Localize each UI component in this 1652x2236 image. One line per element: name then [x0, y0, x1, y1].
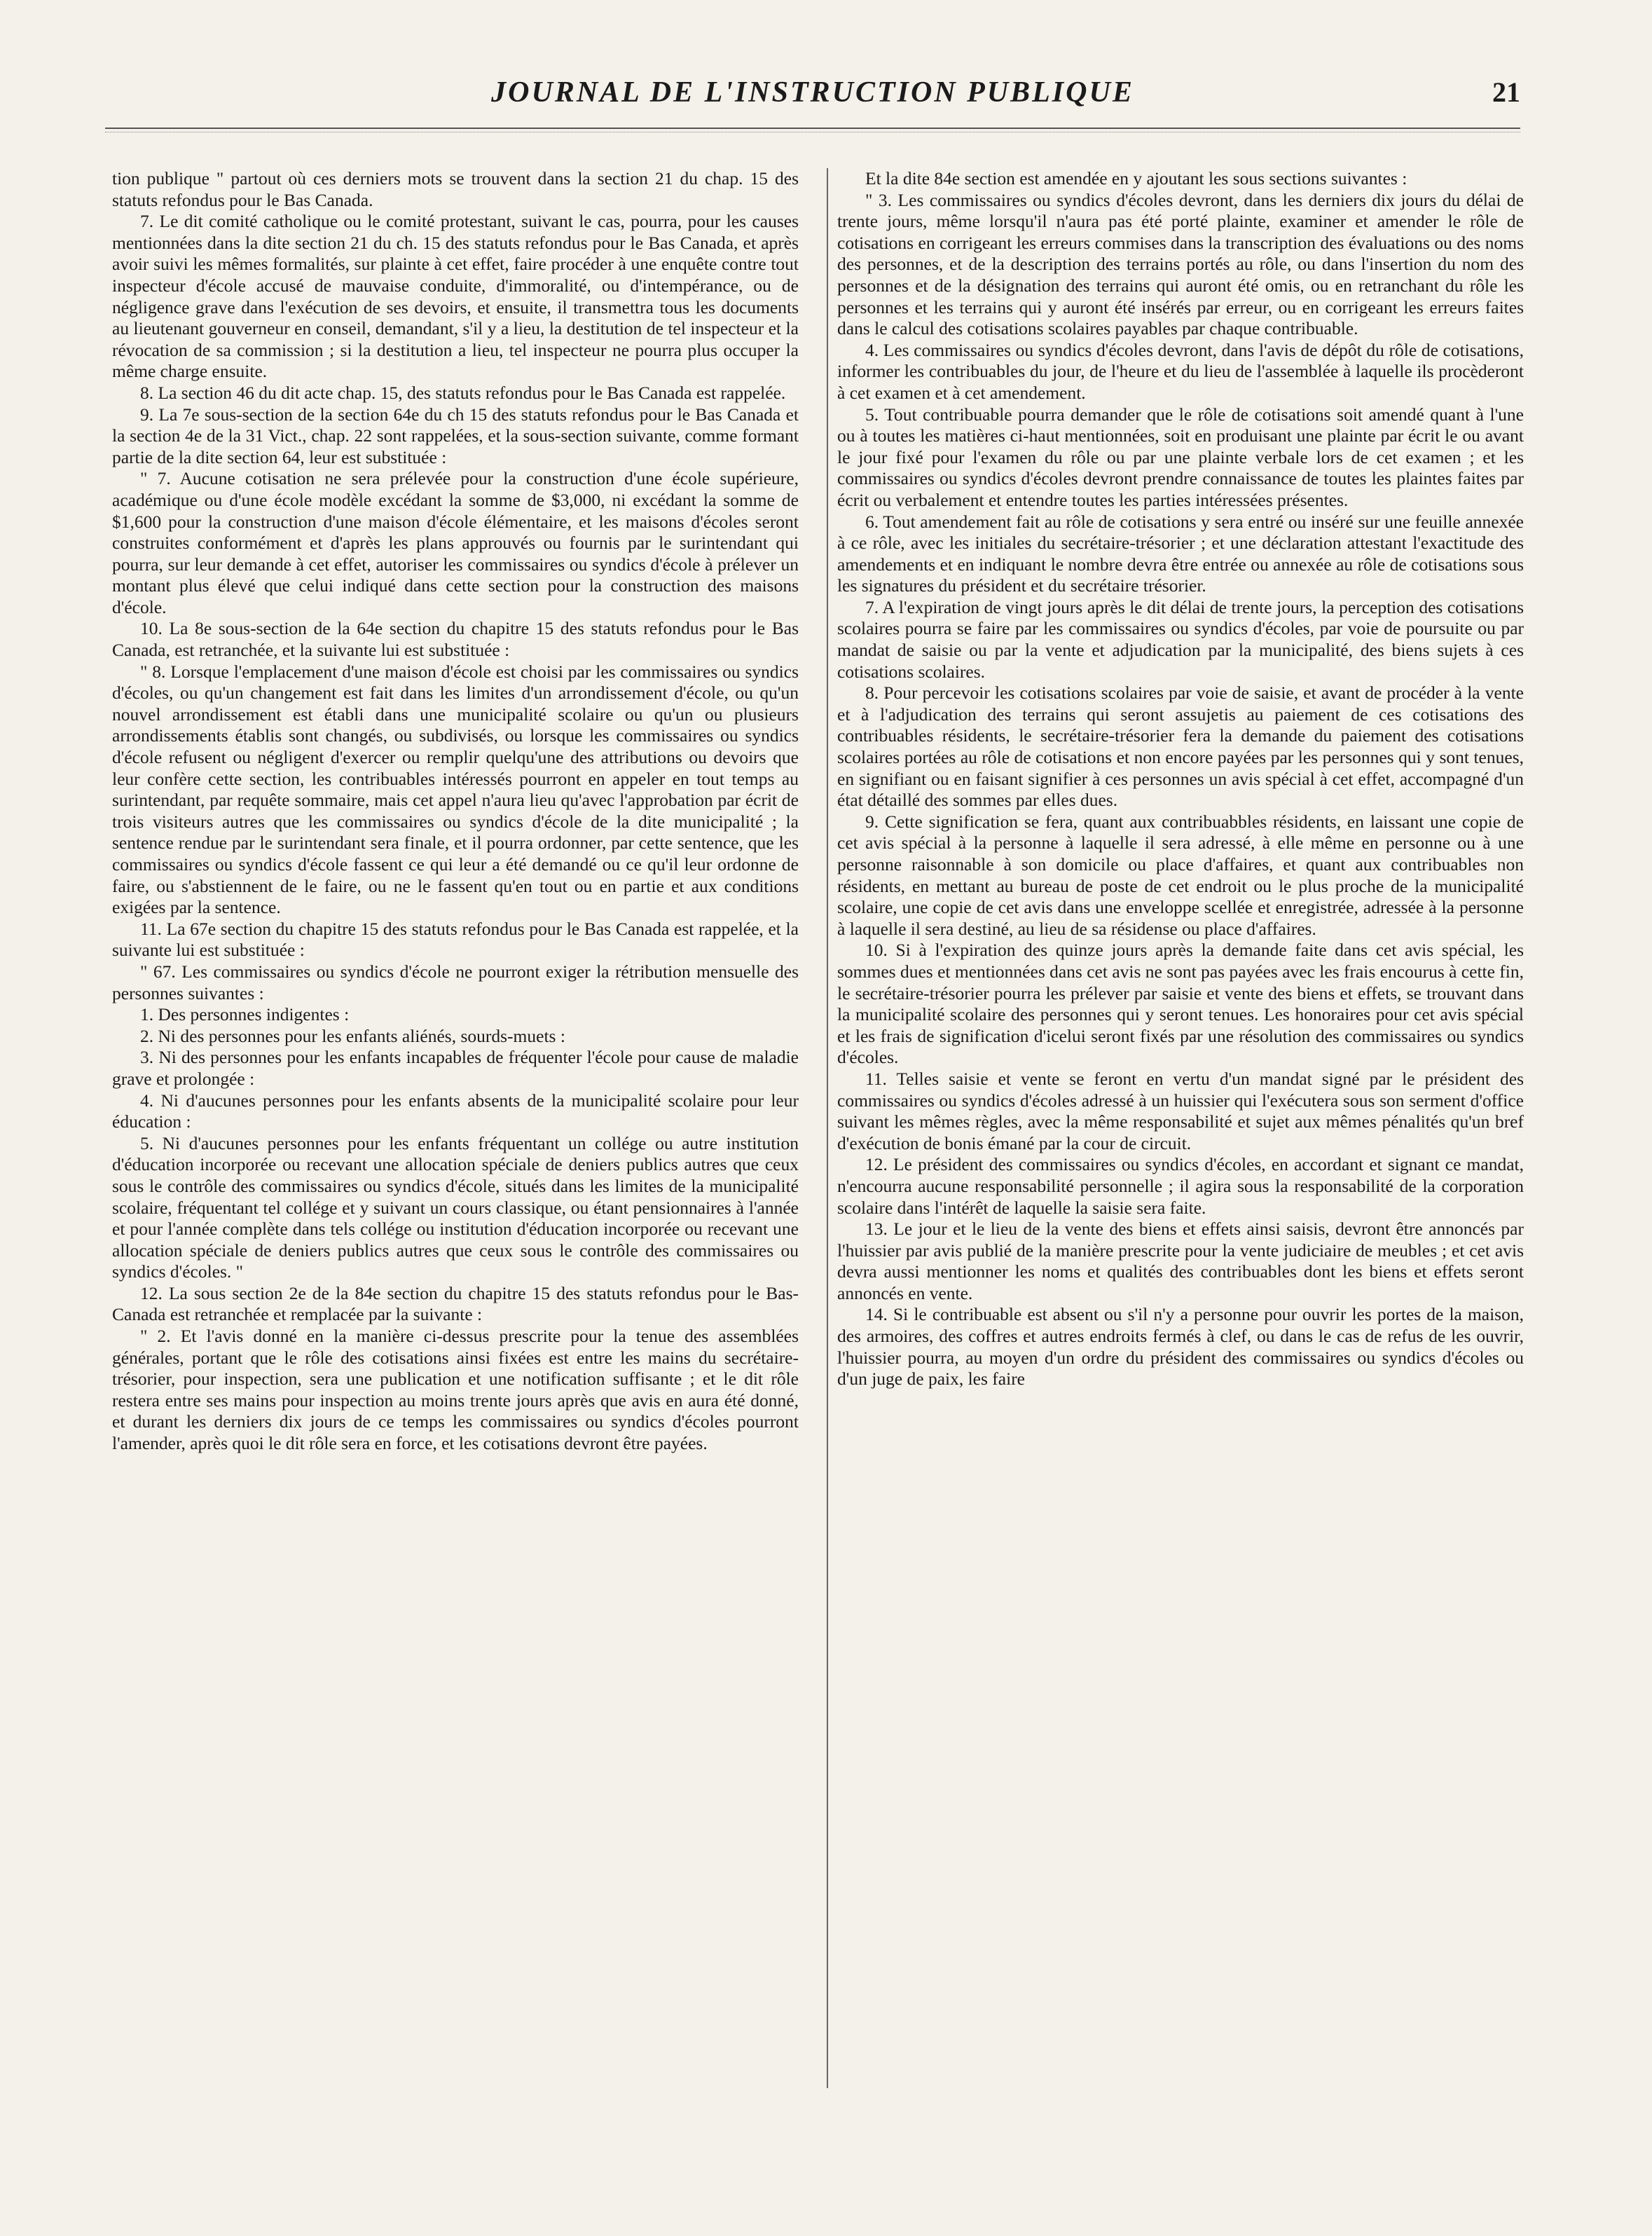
paragraph: " 3. Les commissaires ou syndics d'écoles devront, dans les derniers dix jours du délai de trente jours, même lorsqu'il n'aura pas été porté plainte, examiner et amender le rôle de cotisations en corrigeant les erreurs commises dans la transcription des évaluations ou des noms des personnes, et de la description des terrains portés au rôle, ou dans l'insertion du nom des personnes et de la désignation des terrains qui auront été omis, ou en retranchant du rôle les personnes et les terrains qui y auront été insérés par erreur, ou en corrigeant les erreurs faites dans le calcul des cotisations scolaires payables par chaque contribuable. — [837, 189, 1524, 339]
page-header — [105, 70, 1520, 112]
paragraph: 9. La 7e sous-section de la section 64e du ch 15 des statuts refondus pour le Bas Canada et la section 4e de la 31 Vict., chap. 22 sont rappelées, et la sous-section suivante, comme formant partie de la dite section 64, leur est substituée : — [112, 404, 799, 467]
paragraph: 5. Tout contribuable pourra demander que le rôle de cotisations soit amendé quant à l'une ou à toutes les matières ci-haut mentionnées, soit en produisant une plainte par écrit le ou avant le jour fixé pour l'examen du rôle ou par une plainte verbale lors de cet examen ; et les commissaires ou syndics d'écoles devront prendre connaissance de toutes les plaintes faites par écrit ou verbalement et entendre toutes les parties intéressées présentes. — [837, 404, 1524, 510]
journal-title: JOURNAL DE L'INSTRUCTION PUBLIQUE — [491, 76, 1134, 109]
paragraph: 12. Le président des commissaires ou syndics d'écoles, en accordant et signant ce mandat, n'encourra aucune responsabilité personnelle ; il agira sous la responsabilité de la corporation scolaire dans l'intérêt de laquelle la saisie sera faite. — [837, 1154, 1524, 1218]
header-rule — [105, 128, 1520, 132]
paragraph: 7. Le dit comité catholique ou le comité protestant, suivant le cas, pourra, pour les causes mentionnées dans la dite section 21 du ch. 15 des statuts refondus pour le Bas Canada, et après avoir suivi les mêmes formalités, sur plainte à cet effet, faire procéder à une enquête contre tout inspecteur d'école accusé de mauvaise conduite, d'immoralité, ou d'intempérance, ou de négligence grave dans l'exécution de ses devoirs, et ensuite, il transmettra tous les documents au lieutenant gouverneur en conseil, demandant, s'il y a lieu, la destitution de tel inspecteur et la révocation de sa commission ; si la destitution a lieu, tel inspecteur ne pourra plus occuper la même charge ensuite. — [112, 211, 799, 382]
paragraph: 6. Tout amendement fait au rôle de cotisations y sera entré ou inséré sur une feuille annexée à ce rôle, avec les initiales du secrétaire-trésorier ; et une déclaration attestant l'exactitude des amendements et en indiquant le nombre devra être entrée ou annexée au rôle de cotisations sous les signatures du président et du secrétaire trésorier. — [837, 511, 1524, 596]
paragraph: " 67. Les commissaires ou syndics d'école ne pourront exiger la rétribution mensuelle des personnes suivantes : — [112, 961, 799, 1003]
paragraph: 9. Cette signification se fera, quant aux contribuabbles résidents, en laissant une copie de cet avis spécial à la personne à laquelle il sera adressé, à elle même en personne ou à une personne raisonnable à son domicile ou place d'affaires, et quant aux contribuables non résidents, en mettant au bureau de poste de cet endroit ou le plus proche de la municipalité scolaire, une copie de cet avis dans une enveloppe scellée et enregistrée, adressée à la personne à laquelle il sera destiné, au lieu de sa résidense ou place d'affaires. — [837, 811, 1524, 939]
paragraph: 4. Les commissaires ou syndics d'écoles devront, dans l'avis de dépôt du rôle de cotisations, informer les contribuables du jour, de l'heure et du lieu de l'assemblée à laquelle ils procèderont à cet examen et à cet amendement. — [837, 339, 1524, 403]
list-item: 3. Ni des personnes pour les enfants incapables de fréquenter l'école pour cause de maladie grave et prolongée : — [112, 1047, 799, 1089]
paragraph: 10. La 8e sous-section de la 64e section du chapitre 15 des statuts refondus pour le Bas Canada, est retranchée, et la suivante lui est substituée : — [112, 618, 799, 661]
paragraph: Et la dite 84e section est amendée en y ajoutant les sous sections suivantes : — [865, 168, 1407, 188]
paragraph: 7. A l'expiration de vingt jours après le dit délai de trente jours, la perception des cotisations scolaires pourra se faire par les commissaires ou syndics d'écoles, par voie de poursuite ou par mandat de saisie ou par la vente et adjudication par la municipalité, des biens sujets à ces cotisations scolaires. — [837, 596, 1524, 682]
list-item: 4. Ni d'aucunes personnes pour les enfants absents de la municipalité scolaire pour leur éducation : — [112, 1090, 799, 1132]
paragraph: " 7. Aucune cotisation ne sera prélevée pour la construction d'une école supérieure, académique ou d'une école modèle excédant la somme de $3,000, ni excédant la somme de $1,600 pour la construction d'une maison d'école élémentaire, et les maisons d'écoles seront construites conformément et d'après les plans approuvés ou fournis par le surintendant qui pourra, sur leur demande à cet effet, autoriser les commissaires ou syndics d'école à prélever un montant plus élevé que celui indiqué dans cette section pour la construction des maisons d'école. — [112, 468, 799, 617]
paragraph: 10. Si à l'expiration des quinze jours après la demande faite dans cet avis spécial, les sommes dues et mentionnées dans cet avis ne sont pas payées avec les frais encourus à cette fin, le secrétaire-trésorier pourra les prélever par saisie et vente des biens et effets, se trouvant dans la municipalité scolaire des personnes qui y seront tenues. Les honoraires pour cet avis spécial et les frais de signification d'icelui seront fixés par une résolution des commissaires ou syndics d'écoles. — [837, 940, 1524, 1068]
paragraph: 8. Pour percevoir les cotisations scolaires par voie de saisie, et avant de procéder à la vente et à l'adjudication des terrains qui seront assujetis au paiement de ces cotisations des contribuables résidents, le secrétaire-trésorier fera la demande du paiement des cotisations scolaires portées au rôle de cotisations et non encore payées par les personnes qui y sont tenues, en signifiant ou en faisant signifier à ces personnes un avis spécial à cet effet, accompagné d'un état détaillé des sommes par elles dues. — [837, 683, 1524, 811]
paragraph: 12. La sous section 2e de la 84e section du chapitre 15 des statuts refondus pour le Bas-Canada est retranchée et remplacée par la suivante : — [112, 1282, 799, 1325]
paragraph: " 2. Et l'avis donné en la manière ci-dessus prescrite pour la tenue des assemblées générales, portant que le rôle des cotisations ainsi fixées est entre les mains du secrétaire-trésorier, pour inspection, sera une publication et une notification suffisante ; et le dit rôle restera entre ses mains pour inspection au moins trente jours après que avis en aura été donné, et durant les derniers dix jours de ce temps les commissaires ou syndics d'écoles pourront l'amender, après quoi le dit rôle sera en force, et les cotisations devront être payées. — [112, 1326, 799, 1454]
right-column — [837, 168, 1524, 1390]
paragraph: tion publique " partout où ces derniers mots se trouvent dans la section 21 du chap. 15 des statuts refondus pour le Bas Canada. — [112, 168, 799, 210]
left-column — [112, 168, 799, 1455]
list-item: 1. Des personnes indigentes : — [140, 1004, 350, 1025]
page-number: 21 — [1492, 76, 1520, 108]
paragraph: 11. Telles saisie et vente se feront en vertu d'un mandat signé par le président des commissaires ou syndics d'écoles adressé à un huissier qui l'exécutera sous son serment d'office suivant les mêmes règles, avec la même responsabilité et sujet aux mêmes pénalités qu'un bref d'exécution de bonis émané par la cour de circuit. — [837, 1068, 1524, 1153]
paragraph: 14. Si le contribuable est absent ou s'il n'y a personne pour ouvrir les portes de la maison, des armoires, des coffres et autres endroits fermés à clef, ou dans le cas de refus de les ouvrir, l'huissier pourra, au moyen d'un ordre du président des commissaires ou syndics d'écoles ou d'un juge de paix, les faire — [837, 1304, 1524, 1390]
paragraph: 13. Le jour et le lieu de la vente des biens et effets ainsi saisis, devront être annoncés par l'huissier par avis publié de la manière prescrite pour la vente judiciaire de meubles ; et cet avis devra aussi mentionner les noms et qualités des contribuables dont les biens et effets seront annoncés en vente. — [837, 1219, 1524, 1303]
paragraph: 8. La section 46 du dit acte chap. 15, des statuts refondus pour le Bas Canada est rappelée. — [140, 382, 786, 403]
list-item: 2. Ni des personnes pour les enfants aliénés, sourds-muets : — [140, 1025, 565, 1046]
paragraph: " 8. Lorsque l'emplacement d'une maison d'école est choisi par les commissaires ou syndics d'écoles, ou qu'un changement est fait dans les limites d'un arrondissement d'école, ou qu'un nouvel arrondissement est établi dans une municipalité scolaire ou qu'un ou plusieurs arrondissements établis sont changés, ou subdivisés, ou lorsque les commissaires ou syndics d'école refusent ou négligent d'exercer ou remplir quelqu'une des attributions ou devoirs que leur confère cette section, les contribuables intéressés pourront en appeler en tout temps au surintendant, par requête sommaire, mais cet appel n'aura lieu qu'avec l'approbation par écrit de trois visiteurs autres que les commissaires ou syndics d'école de la dite municipalité ; la sentence rendue par le surintendant sera finale, et il pourra ordonner, par cette sentence, que les commissaires ou syndics d'école fassent ce qui leur a été demandé ou ce qu'il leur ordonne de faire, ou s'abstiennent de le faire, ou ne le fassent qu'en tout ou en partie et aux conditions exigées par la sentence. — [112, 661, 799, 918]
paragraph: 11. La 67e section du chapitre 15 des statuts refondus pour le Bas Canada est rappelée, et la suivante lui est substituée : — [112, 918, 799, 961]
list-item: 5. Ni d'aucunes personnes pour les enfants fréquentant un collége ou autre institution d'éducation incorporée ou recevant une allocation spéciale de deniers publics autres que ceux sous le contrôle des commissaires ou syndics d'école, situés dans les limites de la municipalité scolaire, fréquentant tel collége et y suivant un cours classique, ou étant pensionnaires à l'année et pour l'année complète dans tels collége ou institution d'éducation incorporée ou recevant une allocation spéciale de deniers publics autres que ceux sous le contrôle des commissaires ou syndics d'écoles. " — [112, 1132, 799, 1282]
column-divider — [827, 168, 828, 2088]
